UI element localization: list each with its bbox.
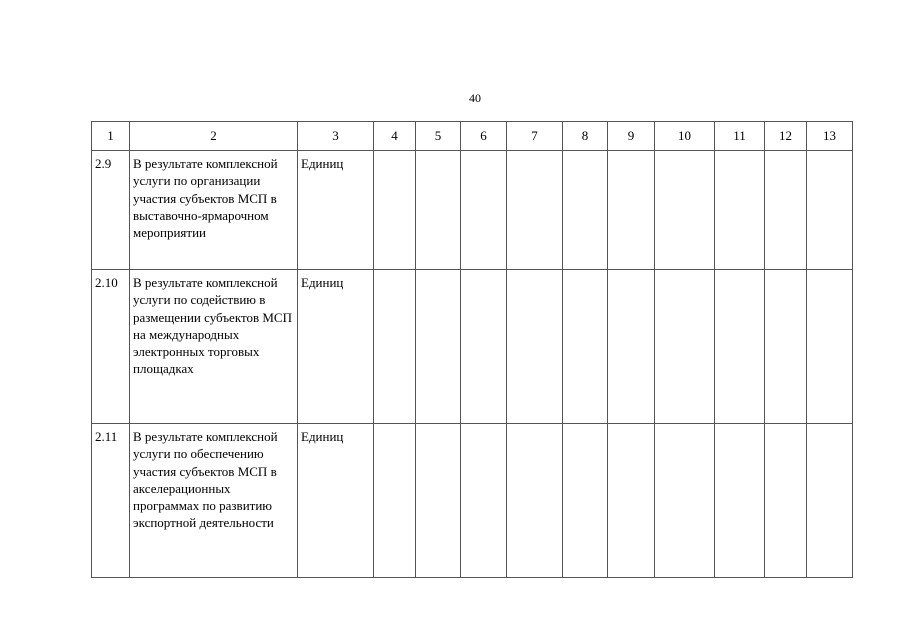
empty-cell xyxy=(507,151,563,270)
row-number: 2.11 xyxy=(92,424,130,578)
column-header: 12 xyxy=(765,122,807,151)
empty-cell xyxy=(507,424,563,578)
column-header: 1 xyxy=(92,122,130,151)
empty-cell xyxy=(374,270,416,424)
empty-cell xyxy=(765,151,807,270)
empty-cell xyxy=(461,270,507,424)
table-row xyxy=(92,151,853,270)
column-header: 7 xyxy=(507,122,563,151)
column-header: 3 xyxy=(298,122,374,151)
column-header: 2 xyxy=(130,122,298,151)
page-number: 40 xyxy=(469,91,481,105)
empty-cell xyxy=(715,270,765,424)
column-header: 8 xyxy=(563,122,608,151)
empty-cell xyxy=(416,151,461,270)
table-header-row xyxy=(92,122,853,151)
empty-cell xyxy=(416,424,461,578)
column-header: 4 xyxy=(374,122,416,151)
empty-cell xyxy=(655,270,715,424)
row-description: В результате комплексной услуги по организации участия субъектов МСП в выставочно-ярмарочном мероприятии xyxy=(130,151,298,270)
row-description: В результате комплексной услуги по содействию в размещении субъектов МСП на международных электронных торговых площадках xyxy=(130,270,298,424)
column-header: 9 xyxy=(608,122,655,151)
empty-cell xyxy=(416,270,461,424)
empty-cell xyxy=(563,424,608,578)
empty-cell xyxy=(563,270,608,424)
table-row xyxy=(92,424,853,578)
empty-cell xyxy=(765,270,807,424)
empty-cell xyxy=(715,151,765,270)
row-number: 2.10 xyxy=(92,270,130,424)
column-header: 11 xyxy=(715,122,765,151)
empty-cell xyxy=(807,270,853,424)
indicator-table xyxy=(91,121,853,578)
column-header: 6 xyxy=(461,122,507,151)
empty-cell xyxy=(608,270,655,424)
empty-cell xyxy=(563,151,608,270)
empty-cell xyxy=(374,424,416,578)
column-header: 10 xyxy=(655,122,715,151)
empty-cell xyxy=(807,424,853,578)
empty-cell xyxy=(765,424,807,578)
empty-cell xyxy=(608,424,655,578)
row-unit: Единиц xyxy=(298,424,374,578)
empty-cell xyxy=(507,270,563,424)
column-header: 13 xyxy=(807,122,853,151)
column-header: 5 xyxy=(416,122,461,151)
empty-cell xyxy=(807,151,853,270)
empty-cell xyxy=(374,151,416,270)
empty-cell xyxy=(655,424,715,578)
row-description: В результате комплексной услуги по обеспечению участия субъектов МСП в акселерационных программах по развитию экспортной деятельности xyxy=(130,424,298,578)
row-number: 2.9 xyxy=(92,151,130,270)
row-unit: Единиц xyxy=(298,270,374,424)
empty-cell xyxy=(655,151,715,270)
empty-cell xyxy=(715,424,765,578)
row-unit: Единиц xyxy=(298,151,374,270)
empty-cell xyxy=(461,424,507,578)
table-row xyxy=(92,270,853,424)
empty-cell xyxy=(608,151,655,270)
empty-cell xyxy=(461,151,507,270)
